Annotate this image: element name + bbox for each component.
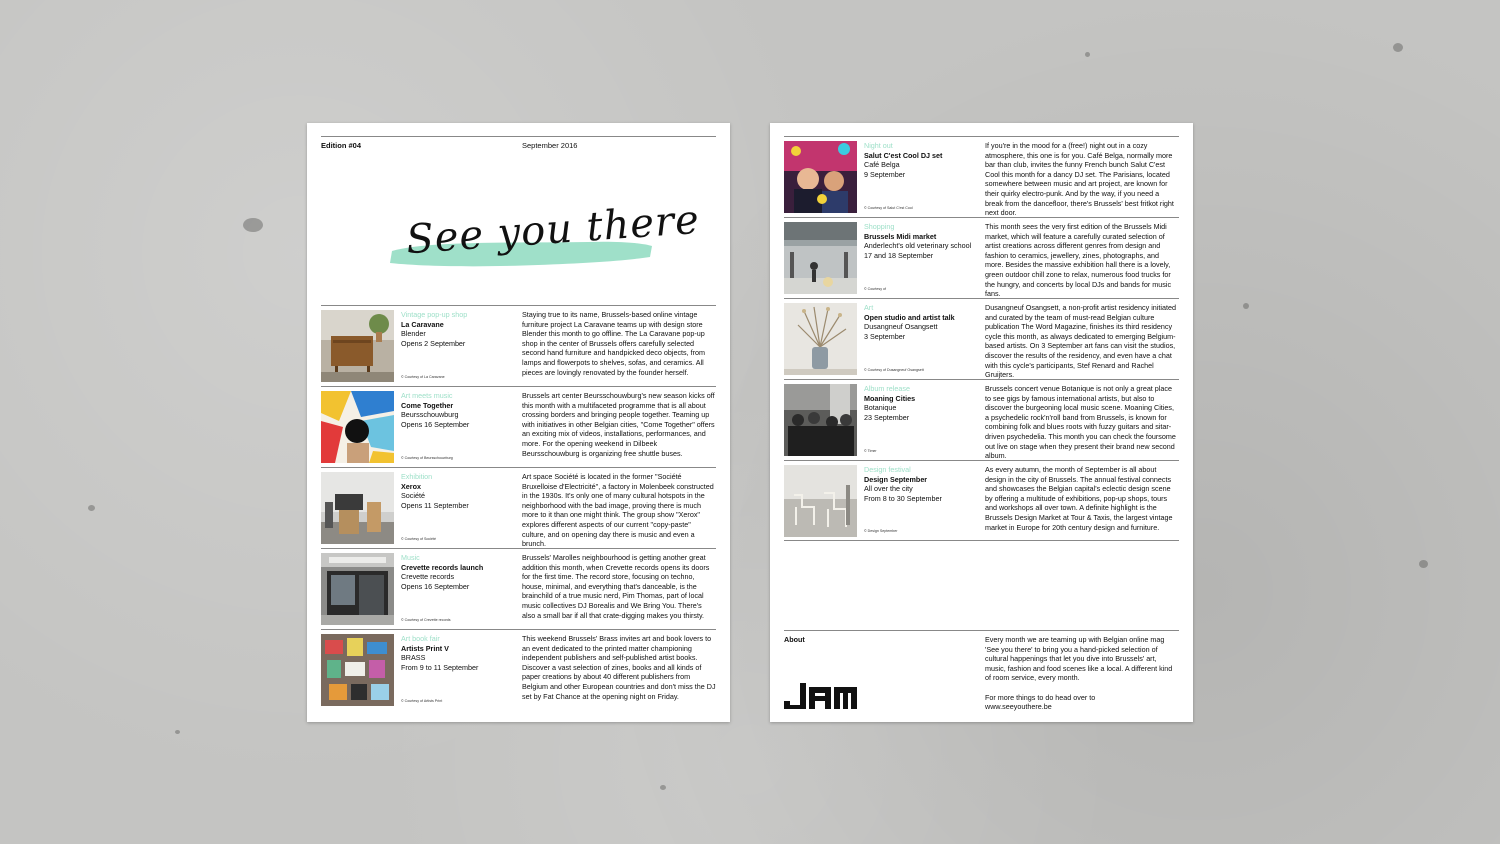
event-date: 9 September [864, 169, 906, 179]
photo-credit: © Courtesy of [864, 287, 887, 292]
issue-date: September 2016 [522, 141, 578, 150]
event-photo-furniture [321, 310, 394, 382]
photo-credit: © Timer [864, 449, 877, 454]
event-title: Salut C'est Cool DJ set [864, 150, 943, 160]
script-title: See you there [404, 196, 702, 264]
concrete-pore [175, 730, 180, 734]
photo-credit: © Courtesy of Artists Print [401, 699, 443, 704]
event-category: Design festival [864, 465, 911, 474]
event-title: Design September [864, 474, 928, 484]
event-venue: Crevette records [401, 572, 455, 582]
event-venue: Anderlecht's old veterinary school [864, 241, 972, 251]
event-date: From 8 to 30 September [864, 493, 942, 503]
event-meta [394, 472, 521, 548]
event-venue: Société [401, 491, 425, 501]
event-venue: BRASS [401, 653, 426, 663]
event-category: Music [401, 553, 420, 562]
photo-credit: © Courtesy of Salut C'est Cool [864, 206, 913, 211]
concrete-pore [1243, 303, 1249, 309]
event-photo-book-fair [321, 634, 394, 706]
event-category: Art meets music [401, 391, 453, 400]
event-category: Art [864, 303, 874, 312]
event-category: Vintage pop-up shop [401, 310, 468, 319]
event-meta [857, 303, 984, 379]
event-description: Art space Société is located in the former "Société Bruxelloise d'Electricité", a factory in Molenbeek constructed in the 1930s. It's only one of many cultural hotspots in the neighborhood with the bad image, proving there is much more to it than one might think. The group show "Xerox" explores different aspects of our current "copy-paste" culture, and on opening day there is music and even a brunch. [522, 472, 714, 548]
event-title: Crevette records launch [401, 562, 484, 572]
event-entry [784, 379, 1179, 460]
event-description: This month sees the very first edition of the Brussels Midi market, which will feature a carefully curated selection of artist creations across different genres from design and fashion to ceramics, jewellery, zines, photographs, and more. Besides the massive exhibition hall there is a lovely, green outdoor chill zone to relax, numerous food trucks for the hungry, and concerts by local DJs and bands for music fans. [985, 222, 1172, 298]
concrete-pore [1419, 560, 1428, 568]
event-category: Art book fair [401, 634, 440, 643]
event-category: Night out [864, 141, 893, 150]
concrete-pore [1393, 43, 1403, 52]
event-photo-storefront [321, 553, 394, 625]
event-venue: Beursschouwburg [401, 410, 459, 420]
event-description: If you're in the mood for a (free!) night out in a cozy atmosphere, this one is for you. Café Belga, normally more bar than club, invites the funny French bunch Salut C'est Cool this month for a dancy DJ set. The Parisians, located somewhere between music and art project, are known for their quirky electro-punk. And by the way, if you need a break from the dancefloor, there's Brussels' best fritkot right next door. [985, 141, 1174, 217]
event-meta [394, 391, 521, 467]
event-entry [321, 467, 716, 548]
concrete-pore [660, 785, 666, 790]
photo-credit: © Courtesy of Société [401, 537, 437, 542]
event-meta [394, 310, 521, 386]
event-meta [857, 384, 984, 460]
about-text [985, 635, 1179, 712]
event-date: 23 September [864, 412, 910, 422]
photo-credit: © Courtesy of Dusangneuf Osangsett [864, 368, 924, 373]
event-list [321, 305, 716, 710]
event-description: Dusangneuf Osangsett, a non-profit artist residency initiated and curated by the team of must-read Belgian culture publication The Word Magazine, finishes its third residency cycle this month, as always dedicated to emerging Belgium-based artists. On 3 September art fans can visit the studios, discover the results of the residency, and even have a chat with this cycle's participants, Stef Renard and Rachel Gruijters. [985, 303, 1176, 379]
event-venue: All over the city [864, 484, 913, 494]
event-title: Xerox [401, 481, 421, 491]
event-entry [784, 460, 1179, 541]
event-venue: Dusangneuf Osangsett [864, 322, 938, 332]
event-meta [857, 465, 984, 540]
event-photo-market-hall [784, 222, 857, 294]
event-description: Brussels art center Beursschouwburg's new season kicks off this month with a multifaceted programme that is all about crossing borders and bringing people together. Teaming up with initiatives in other Belgian cities, "Come Together" offers an exciting mix of videos, installations, performances, and more. For the opening weekend in Dilbeek Beursschouwburg is organizing free shuttle buses. [522, 391, 715, 458]
event-photo-gallery [321, 472, 394, 544]
event-venue: Botanique [864, 403, 897, 413]
event-photo-night-out [784, 141, 857, 213]
event-meta [857, 141, 984, 217]
photo-credit: © Courtesy of Crevette records [401, 618, 451, 623]
event-meta [394, 553, 521, 629]
event-description: Brussels' Marolles neighbourhood is getting another great addition this month, when Crevette records opens its doors for the first time. The record store, focusing on techno, house, minimal, and everything that's danceable, is the brainchild of a true music nerd, Pim Thomas, part of local music collectives DJ Borealis and We Bring You. There's also a small bar if all that crate-digging makes you thirsty. [522, 553, 710, 620]
event-description: As every autumn, the month of September is all about design in the city of Brussels. The annual festival connects and showcases the Belgian capital's eclectic design scene by offering a multitude of exhibitions, pop-up shops, tours and workshops all over town. A definite highlight is the Brussels Design Market at Tour & Taxis, the largest vintage market in Europe for 20th century design and furniture. [985, 465, 1173, 532]
event-entry [784, 298, 1179, 379]
event-meta [394, 634, 521, 710]
concrete-pore [88, 505, 95, 511]
about-url[interactable]: www.seeyouthere.be [985, 702, 1052, 712]
event-entry [321, 305, 716, 386]
event-category: Exhibition [401, 472, 433, 481]
event-title: Come Together [401, 400, 454, 410]
event-venue: Blender [401, 329, 426, 339]
event-date: 3 September [864, 331, 906, 341]
event-entry [321, 386, 716, 467]
event-entry [321, 629, 716, 710]
event-title: Brussels Midi market [864, 231, 937, 241]
event-title: Artists Print V [401, 643, 449, 653]
event-category: Shopping [864, 222, 895, 231]
event-title: La Caravane [401, 319, 444, 329]
about-label: About [784, 635, 805, 644]
about-more: For more things to do head over to [985, 692, 1096, 702]
event-photo-colorful-art [321, 391, 394, 463]
event-date: Opens 16 September [401, 419, 470, 429]
event-photo-band [784, 384, 857, 456]
event-title: Open studio and artist talk [864, 312, 955, 322]
event-entry [784, 217, 1179, 298]
concrete-pore [243, 218, 263, 232]
event-entry [784, 136, 1179, 217]
event-photo-design-chairs [784, 465, 857, 537]
event-description: This weekend Brussels' Brass invites art and book lovers to an event dedicated to the printed matter championing independent publishers and self-published artist books. Discover a vast selection of zines, books and all kinds of paper creations by about 40 different publishers from Belgium and other European countries and don't miss the DJ set by Fat Chance at the opening night on Friday. [522, 634, 716, 701]
event-date: Opens 16 September [401, 581, 470, 591]
event-date: 17 and 18 September [864, 250, 934, 260]
event-category: Album release [864, 384, 910, 393]
event-description: Brussels concert venue Botanique is not only a great place to see gigs by famous international artists, but also to discover the burgeoning local music scene. Moaning Cities, a psychedelic rock'n'roll band from Brussels, is known for combining folk and blues roots with fuzzy guitars and sitar-driven psychedelia. This month you can check the foursome out live on stage when they present their brand new second album. [985, 384, 1176, 460]
photo-credit: © Courtesy of La Caravane [401, 375, 445, 380]
event-title: Moaning Cities [864, 393, 916, 403]
edition-label: Edition #04 [321, 141, 362, 150]
event-date: Opens 2 September [401, 338, 466, 348]
magazine-page-left [307, 123, 730, 722]
concrete-pore [1085, 52, 1090, 57]
jam-logo [784, 683, 857, 709]
event-date: From 9 to 11 September [401, 662, 479, 672]
event-meta [857, 222, 984, 298]
event-photo-dried-flowers [784, 303, 857, 375]
script-title-area [321, 155, 716, 305]
event-description: Staying true to its name, Brussels-based online vintage furniture project La Caravane teams up with design store Blender this month to go offline. The La Caravane pop-up shop in the center of Brussels offers carefully selected second hand furniture and handpicked deco objects, from lamps and flowerpots to shelves, sofas, and ceramics. All pieces are lovingly renovated by the founder herself. [522, 310, 706, 377]
event-date: Opens 11 September [401, 500, 469, 510]
about-paragraph: Every month we are teaming up with Belgian online mag 'See you there' to bring you a hand-picked selection of cultural happenings that let you dive into Brussels' art, music, fashion and food scenes like a local. A different kind of room service, every month. [985, 635, 1173, 683]
event-entry [321, 548, 716, 629]
event-venue: Café Belga [864, 160, 900, 170]
photo-credit: © Design September [864, 529, 898, 534]
photo-credit: © Courtesy of Beursschouwburg [401, 456, 453, 461]
page-header [321, 137, 716, 155]
magazine-page-right [770, 123, 1193, 722]
